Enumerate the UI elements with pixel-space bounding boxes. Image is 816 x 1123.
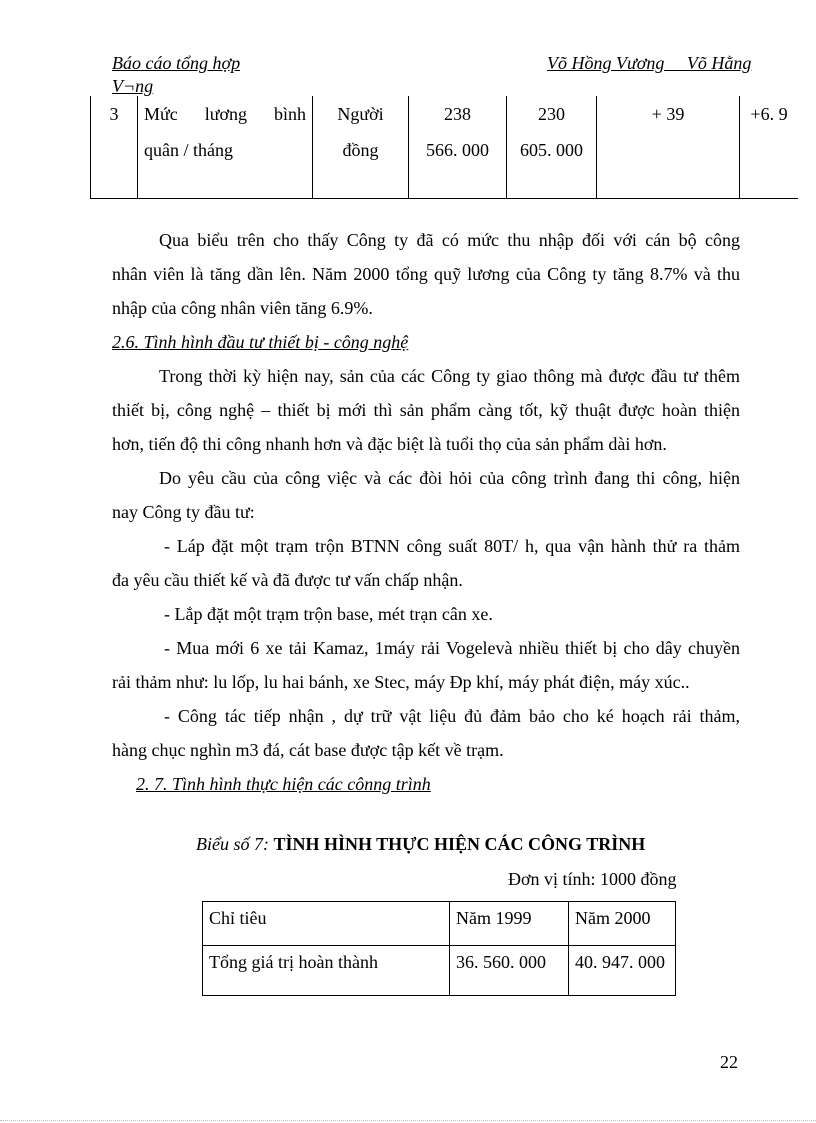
- paragraph-line: hơn, tiến độ thi công nhanh hơn và đặc biệt là tuổi thọ của sản phẩm dài hơn.: [112, 434, 667, 454]
- table-cell: Tổng giá trị hoàn thành: [203, 946, 450, 996]
- paragraph-line: Qua biểu trên cho thấy Công ty đã có mức thu nhập đối với cán bộ công: [159, 230, 740, 250]
- page-number: 22: [720, 1052, 738, 1072]
- header-cell: Năm 2000: [569, 902, 676, 946]
- paragraph-line: thiết bị, công nghệ – thiết bị mới thì sản phẩm càng tốt, kỹ thuật được hoàn thiện: [112, 400, 740, 420]
- table7-caption-label: Biểu số 7:: [196, 834, 269, 854]
- section-heading-2-6: 2.6. Tình hình đầu tư thiết bị - công nghệ: [112, 332, 409, 352]
- difference-absolute-cell: + 39: [597, 96, 740, 198]
- table-row: [203, 946, 676, 996]
- section-heading-2-7: 2. 7. Tình hình thực hiện các cônng trình: [136, 774, 431, 794]
- bullet-line: - Láp đặt một trạm trộn BTNN công suất 80T/ h, qua vận hành thử ra thảm: [164, 536, 740, 556]
- bullet-line: - Công tác tiếp nhận , dự trữ vật liệu đủ đảm bảo cho ké hoạch rải thảm,: [164, 706, 740, 726]
- table-cell: 40. 947. 000: [569, 946, 676, 996]
- salary-table: [90, 96, 798, 199]
- year-2000-cell: 230 605. 000: [507, 96, 597, 198]
- table-header-row: [203, 902, 676, 946]
- indicator-cell: Mức lương bình quân / tháng: [138, 96, 313, 198]
- difference-percent-cell: +6. 9: [740, 96, 799, 198]
- paragraph-line: nhân viên là tăng dần lên. Năm 2000 tổng quỹ lương của Công ty tăng 8.7% và thu: [112, 264, 740, 284]
- footer-divider: [0, 1120, 816, 1121]
- header-cell: Chỉ tiêu: [203, 902, 450, 946]
- header-right: [547, 53, 751, 74]
- body-text: [112, 223, 740, 801]
- completion-table: [202, 901, 676, 996]
- paragraph-line: Trong thời kỳ hiện nay, sản của các Công ty giao thông mà được đầu tư thêm: [159, 366, 740, 386]
- table-cell: 36. 560. 000: [450, 946, 569, 996]
- paragraph-line: nhập của công nhân viên tăng 6.9%.: [112, 298, 373, 318]
- table7-caption-title: TÌNH HÌNH THỰC HIỆN CÁC CÔNG TRÌNH: [273, 834, 646, 854]
- bullet-line: - Lắp đặt một trạm trộn base, mét trạn cân xe.: [164, 604, 493, 624]
- table7-caption: [196, 834, 645, 855]
- table-row: [91, 96, 799, 198]
- header-authors: Võ Hồng Vương Võ Hằng: [547, 53, 752, 73]
- header-author-wrap: V¬ng: [112, 76, 154, 96]
- bullet-line: đa yêu cầu thiết kế và đã được tư vấn chấp nhận.: [112, 570, 463, 590]
- unit-cell: Người đồng: [313, 96, 409, 198]
- bullet-line: hàng chục nghìn m3 đá, cát base được tập kết về trạm.: [112, 740, 504, 760]
- header-cell: Năm 1999: [450, 902, 569, 946]
- header-wrap: [112, 76, 153, 97]
- table7-unit: Đơn vị tính: 1000 đồng: [508, 869, 677, 889]
- row-number-cell: 3: [91, 96, 138, 198]
- paragraph-line: Do yêu cầu của công việc và các đòi hỏi của công trình đang thi công, hiện: [159, 468, 740, 488]
- bullet-line: rải thảm như: lu lốp, lu hai bánh, xe Stec, máy Đp khí, máy phát điện, máy xúc..: [112, 672, 690, 692]
- header-report-title: Báo cáo tổng hợp: [112, 53, 241, 73]
- bullet-line: - Mua mới 6 xe tải Kamaz, 1máy rải Vogelevà nhiều thiết bị cho dây chuyền: [164, 638, 740, 658]
- year-1999-cell: 238 566. 000: [409, 96, 507, 198]
- paragraph-line: nay Công ty đầu tư:: [112, 502, 255, 522]
- header-left: [112, 53, 240, 74]
